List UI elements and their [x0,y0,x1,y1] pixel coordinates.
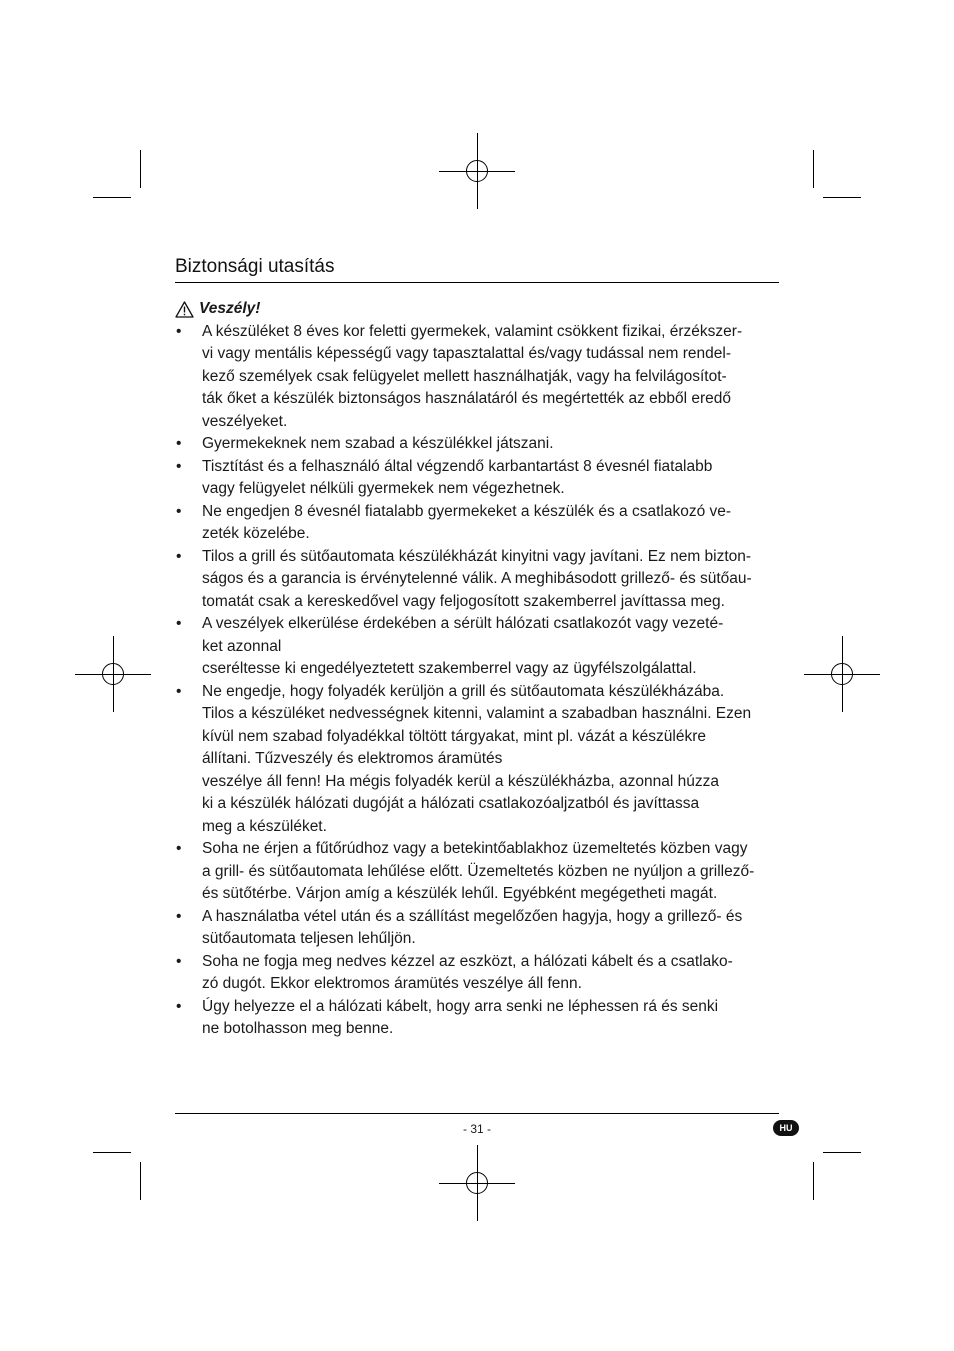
list-item-line: Tilos a készüléket nedvességnek kitenni, valamint a szabadban használni. Ezen [202,705,752,722]
list-item-line: ságos és a garancia is érvénytelenné válik. A meghibásodott grillező- és sütőau- [202,570,752,587]
list-item-line: • Soha ne érjen a fűtőrúdhoz vagy a betekintőablakhoz üzemeltetés közben vagy [202,840,748,857]
list-item-line: zeték közelébe. [202,525,310,542]
registration-mark-bottom [439,1145,515,1221]
list-item-line: • Ne engedjen 8 évesnél fiatalabb gyermekeket a készülék és a csatlakozó ve- [202,502,732,520]
list-item-line: • Úgy helyezze el a hálózati kábelt, hogy arra senki ne léphessen rá és senki [202,997,719,1015]
list-item-line: és sütőtérbe. Várjon amíg a készülék lehűl. Egyébként megégetheti magát. [202,885,718,902]
crop-mark [823,1152,861,1153]
list-item-line: ket azonnal [202,637,282,655]
page-number: - 31 - [462,1122,491,1136]
list-item [175,681,781,839]
list-item-line: • A veszélyek elkerülése érdekében a sérült hálózati csatlakozót vagy vezeté- [202,615,724,632]
list-item-line: • Gyermekeknek nem szabad a készülékkel játszani. [202,435,554,452]
footer-divider [175,1113,779,1114]
crop-mark [93,197,131,198]
list-item [175,546,781,614]
list-item-line: kező személyek csak felügyelet mellett használhatják, vagy ha felvilágosítot- [202,367,727,385]
list-item [175,951,781,996]
registration-mark-left [75,636,151,712]
crop-mark [93,1152,131,1153]
list-item-line: állítani. Tűzveszély és elektromos áramütés [202,750,503,767]
list-item-line: vagy felügyelet nélküli gyermekek nem végezhetnek. [202,480,565,497]
list-item-line: ki a készülék hálózati dugóját a hálózati csatlakozóaljzatból és javíttassa [202,795,700,812]
list-item-line: cseréltesse ki engedélyeztetett szakemberrel vagy az ügyfélszolgálattal. [202,660,697,677]
crop-mark [813,1162,814,1200]
list-item [175,996,781,1041]
title-divider [175,282,779,283]
list-item-line: • Soha ne fogja meg nedves kézzel az eszközt, a hálózati kábelt és a csatlako- [202,952,733,970]
crop-mark [140,150,141,188]
list-item-line: veszélye áll fenn! Ha mégis folyadék kerül a készülékházba, azonnal húzza [202,772,719,790]
list-item [175,613,781,681]
list-item [175,906,781,951]
list-item-line: • Tisztítást és a felhasználó által végzendő karbantartást 8 évesnél fiatalabb [202,457,713,475]
crop-mark [140,1162,141,1200]
warning-triangle-icon [175,301,194,318]
list-item-line: • Ne engedje, hogy folyadék kerüljön a grill és sütőautomata készülékházába. [202,682,725,700]
language-badge: HU [773,1120,799,1136]
list-item-line: a grill- és sütőautomata lehűlése előtt. Üzemeltetés közben ne nyúljon a grillező- [202,862,755,880]
list-item-line: meg a készüléket. [202,817,327,835]
list-item-line: ne botolhasson meg benne. [202,1020,394,1037]
list-item [175,321,781,434]
list-item [175,501,781,546]
registration-mark-right [804,636,880,712]
list-item-line: vi vagy mentális képességű vagy tapasztalattal és/vagy tudással nem rendel- [202,345,732,362]
safety-content [175,298,781,1041]
safety-list [175,321,781,1041]
list-item-line: kívül nem szabad folyadékkal töltött tárgyakat, mint pl. vázát a készülékre [202,727,706,745]
list-item-line: • Tilos a grill és sütőautomata készülékházát kinyitni vagy javítani. Ez nem bizton- [202,547,752,565]
warning-heading [175,298,781,321]
list-item [175,838,781,906]
list-item-line: tomatát csak a kereskedővel vagy feljogosított szakemberrel javíttassa meg. [202,592,725,610]
crop-mark [813,150,814,188]
list-item-line: ták őket a készülék biztonságos használatáról és megértették az ebből eredő [202,390,732,407]
page-title: Biztonsági utasítás [175,256,335,277]
warning-label: Veszély! [199,300,261,317]
list-item [175,433,781,456]
list-item [175,456,781,501]
list-item-line: • A készüléket 8 éves kor feletti gyermekek, valamint csökkent fizikai, érzékszer- [202,322,743,340]
list-item-line: zó dugót. Ekkor elektromos áramütés veszélye áll fenn. [202,975,582,992]
registration-mark-top [439,133,515,209]
crop-mark [823,197,861,198]
list-item-line: sütőautomata teljesen lehűljön. [202,930,416,947]
list-item-line: veszélyeket. [202,412,288,430]
list-item-line: • A használatba vétel után és a szállítást megelőzően hagyja, hogy a grillező- és [202,907,743,925]
